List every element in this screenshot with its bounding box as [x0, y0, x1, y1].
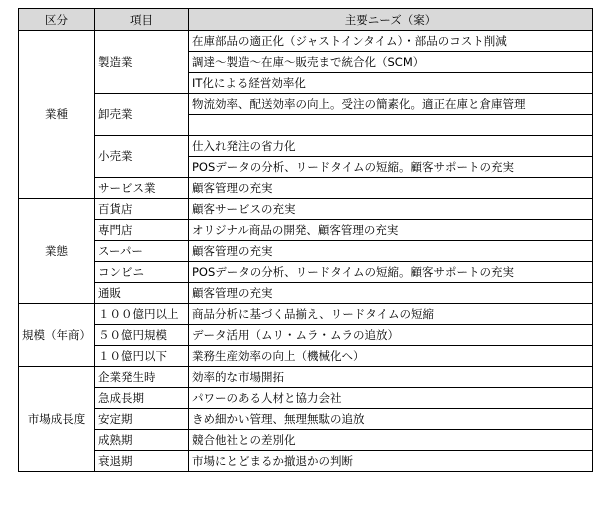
need-cell: 市場にとどまるか撤退かの判断	[189, 450, 593, 471]
need-cell: 効率的な市場開拓	[189, 366, 593, 387]
table-row	[19, 408, 593, 429]
table-row	[19, 177, 593, 198]
need-cell: 顧客管理の充実	[189, 240, 593, 261]
need-cell: 顧客管理の充実	[189, 282, 593, 303]
table-row	[19, 219, 593, 240]
need-cell: 業務生産効率の向上（機械化へ）	[189, 345, 593, 366]
item-label: サービス業	[95, 177, 189, 198]
item-label: 百貨店	[95, 198, 189, 219]
item-label: 卸売業	[95, 94, 189, 136]
need-cell: 顧客管理の充実	[189, 177, 593, 198]
header-category: 区分	[19, 9, 95, 31]
item-label: スーパー	[95, 240, 189, 261]
item-label: ５０億円規模	[95, 324, 189, 345]
need-cell: データ活用（ムリ・ムラ・ムラの追放）	[189, 324, 593, 345]
header-needs: 主要ニーズ（案）	[189, 9, 593, 31]
need-cell: 顧客サービスの充実	[189, 198, 593, 219]
need-cell	[189, 115, 593, 136]
section-label: 業態	[19, 198, 95, 303]
item-label: 企業発生時	[95, 366, 189, 387]
table-row	[19, 324, 593, 345]
item-label: 安定期	[95, 408, 189, 429]
item-label: 急成長期	[95, 387, 189, 408]
header-row	[19, 9, 593, 31]
table-row	[19, 450, 593, 471]
need-cell: 調達～製造～在庫～販売まで統合化（SCM）	[189, 52, 593, 73]
section-label: 業種	[19, 31, 95, 199]
need-cell: オリジナル商品の開発、顧客管理の充実	[189, 219, 593, 240]
section-label: 市場成長度	[19, 366, 95, 471]
table-row	[19, 198, 593, 219]
table-row	[19, 261, 593, 282]
need-cell: 競合他社との差別化	[189, 429, 593, 450]
table-row	[19, 240, 593, 261]
table-row	[19, 429, 593, 450]
item-label: １０億円以下	[95, 345, 189, 366]
need-cell: パワーのある人材と協力会社	[189, 387, 593, 408]
needs-table	[18, 8, 593, 472]
item-label: １００億円以上	[95, 303, 189, 324]
need-cell: 物流効率、配送効率の向上。受注の簡素化。適正在庫と倉庫管理	[189, 94, 593, 115]
header-item: 項目	[95, 9, 189, 31]
item-label: 衰退期	[95, 450, 189, 471]
table-row	[19, 387, 593, 408]
need-cell: 商品分析に基づく品揃え、リードタイムの短縮	[189, 303, 593, 324]
table-row	[19, 94, 593, 115]
need-cell: POSデータの分析、リードタイムの短縮。顧客サポートの充実	[189, 261, 593, 282]
item-label: コンビニ	[95, 261, 189, 282]
item-label: 専門店	[95, 219, 189, 240]
need-cell: きめ細かい管理、無理無駄の追放	[189, 408, 593, 429]
item-label: 成熟期	[95, 429, 189, 450]
need-cell: 仕入れ発注の省力化	[189, 135, 593, 156]
item-label: 通販	[95, 282, 189, 303]
item-label: 製造業	[95, 31, 189, 94]
table-row	[19, 31, 593, 52]
item-label: 小売業	[95, 135, 189, 177]
section-label: 規模（年商）	[19, 303, 95, 366]
table-row	[19, 135, 593, 156]
need-cell: 在庫部品の適正化（ジャストインタイム）・部品のコスト削減	[189, 31, 593, 52]
table-row	[19, 303, 593, 324]
table-row	[19, 282, 593, 303]
table-row	[19, 366, 593, 387]
table-row	[19, 345, 593, 366]
need-cell: IT化による経営効率化	[189, 73, 593, 94]
need-cell: POSデータの分析、リードタイムの短縮。顧客サポートの充実	[189, 156, 593, 177]
